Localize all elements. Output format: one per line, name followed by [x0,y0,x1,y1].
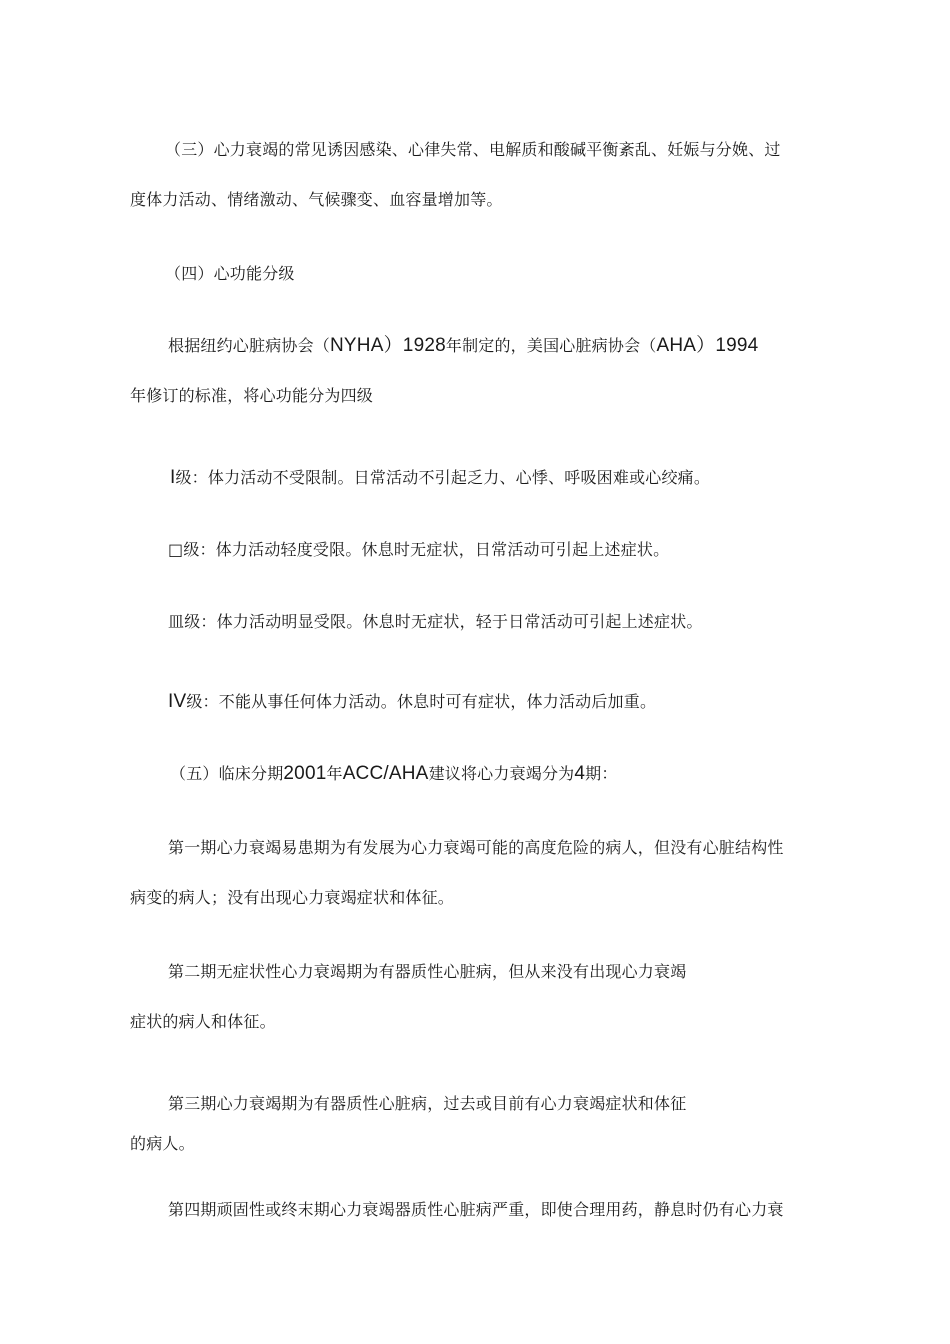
stage-2-line-2: 症状的病人和体征。 [130,1012,276,1031]
p5-text-g: 期： [585,764,618,783]
nyha-line-2: 年修订的标准，将心功能分为四级 [130,386,374,405]
nyha-line-1 [168,336,758,356]
grade-4-text: 级：不能从事任何体力活动。休息时可有症状，体力活动后加重。 [186,692,657,711]
grade-1-text: 级：体力活动不受限制。日常活动不引起乏力、心悸、呼吸困难或心绞痛。 [175,468,711,487]
stage-2-line-1: 第二期无症状性心力衰竭期为有器质性心脏病，但从来没有出现心力衰竭 [168,962,687,981]
section-heading-cardiac-function: （四）心功能分级 [165,264,295,283]
p5-text-e: 建议将心力衰竭分为 [428,764,575,783]
grade-3: 皿级：体力活动明显受限。休息时无症状，轻于日常活动可引起上述症状。 [168,612,703,631]
grade-2: □级：体力活动轻度受限。休息时无症状，日常活动可引起上述症状。 [168,540,670,559]
stage-3-line-2: 的病人。 [130,1134,195,1153]
section-heading-clinical-staging [170,764,618,784]
p5-text-a: （五）临床分期 [170,764,284,783]
p5-text-c: 年 [326,764,343,783]
p3-line-1: （三）心力衰竭的常见诱因感染、心律失常、电解质和酸碱平衡紊乱、妊娠与分娩、过 [165,140,781,159]
stage-1-line-1: 第一期心力衰竭易患期为有发展为心力衰竭可能的高度危险的病人，但没有心脏结构性 [168,838,784,857]
p3-line-2: 度体力活动、情绪激动、气候骤变、血容量增加等。 [130,190,503,209]
p5-text-f: 4 [574,763,586,784]
p5-text-b: 2001 [283,763,327,784]
p5-text-d: ACC/AHA [342,763,429,784]
nyha-text-c: 年制定的，美国心脏病协会（ [445,336,657,355]
grade-4-mark: IV [168,691,187,712]
stage-1-line-2: 病变的病人；没有出现心力衰竭症状和体征。 [130,888,455,907]
grade-1 [170,468,710,488]
stage-4-line-1: 第四期顽固性或终末期心力衰竭器质性心脏病严重，即使合理用药，静息时仍有心力衰 [168,1200,784,1219]
nyha-text-d: AHA）1994 [656,335,759,356]
grade-1-mark: I [170,467,176,488]
grade-4 [168,692,656,712]
nyha-text-b: NYHA）1928 [330,335,446,356]
nyha-text-a: 根据纽约心脏病协会（ [168,336,331,355]
stage-3-line-1: 第三期心力衰竭期为有器质性心脏病，过去或目前有心力衰竭症状和体征 [168,1094,687,1113]
